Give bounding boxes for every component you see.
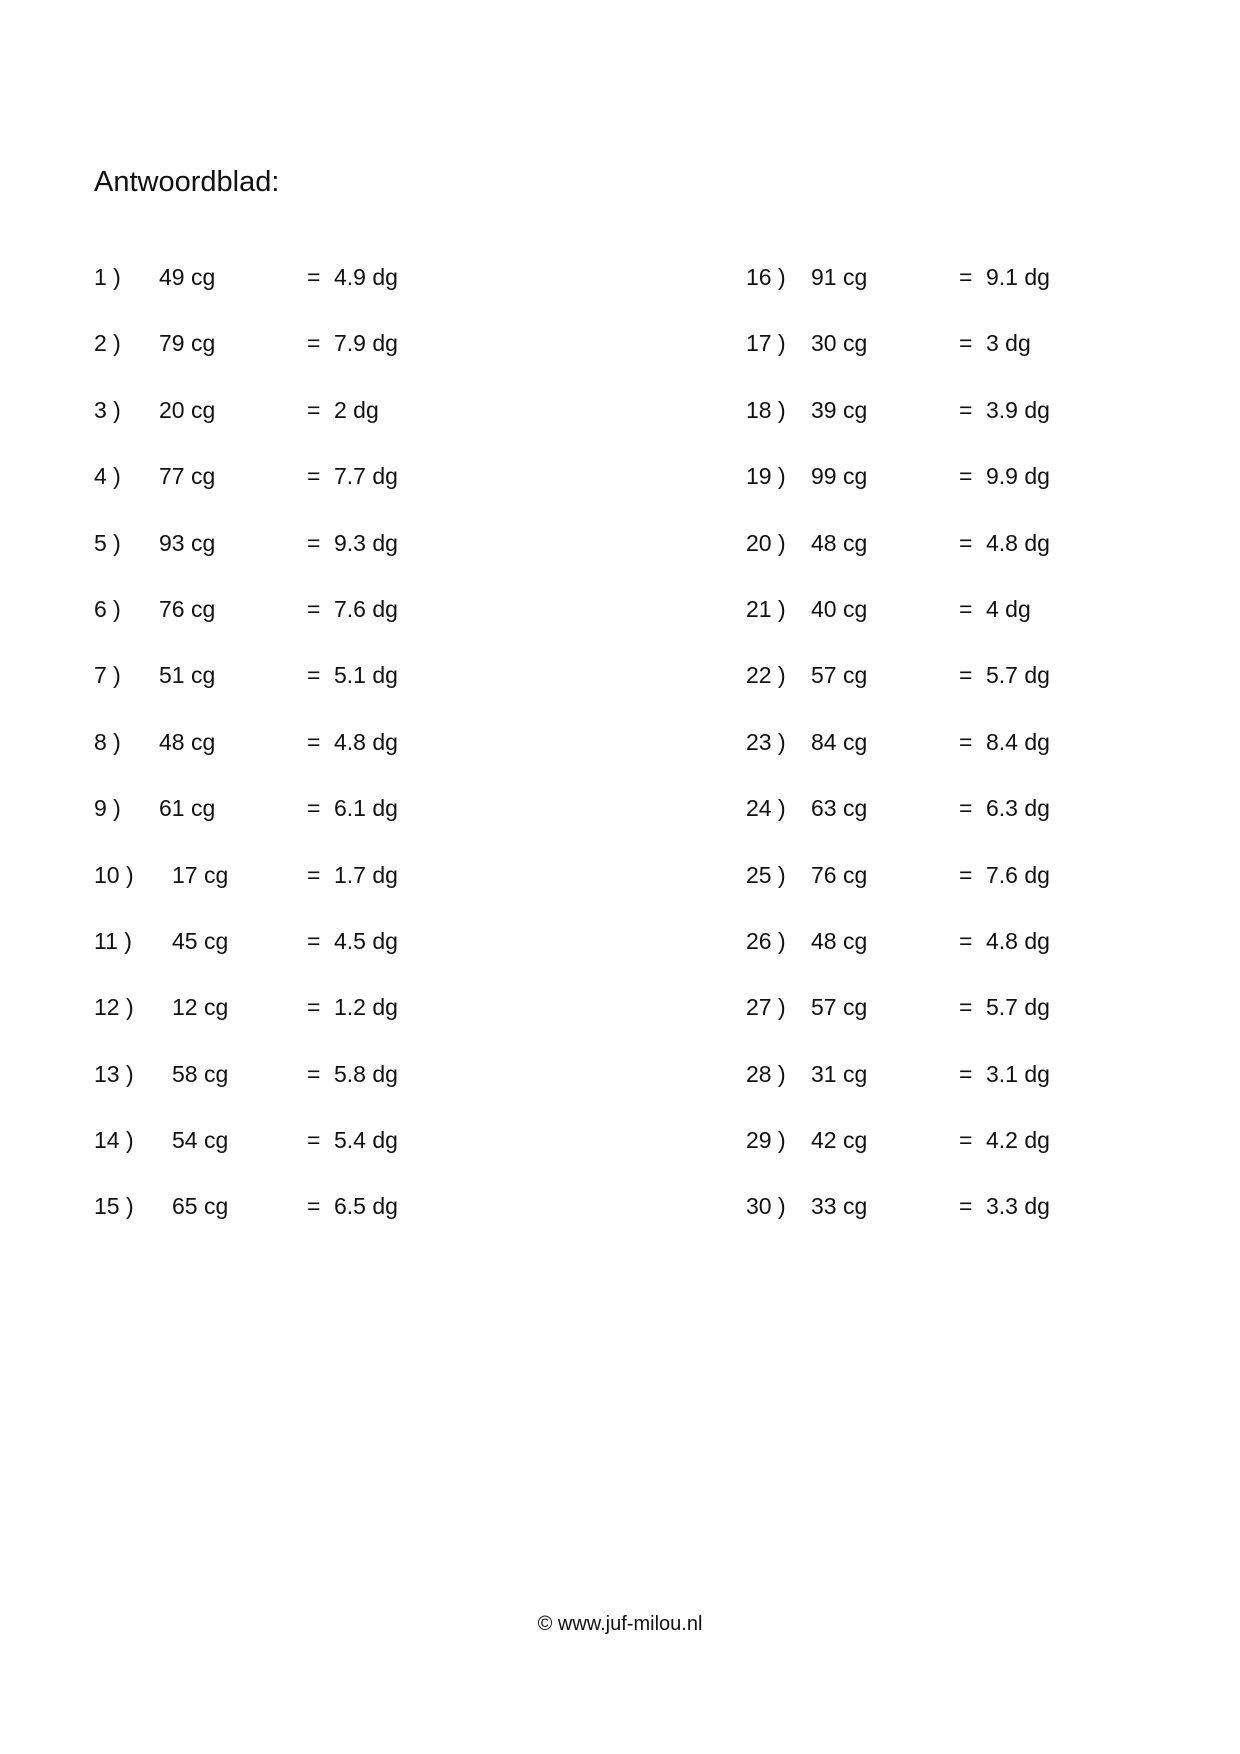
answer-question-value: 31 cg [811, 1060, 868, 1087]
equals-sign: = [307, 396, 321, 423]
answer-number: 13 ) [94, 1060, 134, 1087]
answer-number: 6 ) [94, 595, 121, 622]
answer-row [94, 596, 614, 662]
answer-row [94, 1193, 614, 1259]
answer-number: 26 ) [746, 927, 786, 954]
answer-number: 8 ) [94, 728, 121, 755]
answer-question-value: 93 cg [159, 529, 216, 556]
equals-sign: = [307, 1127, 321, 1154]
answer-question-value: 40 cg [811, 595, 868, 622]
answer-value: 5.7 dg [986, 662, 1050, 689]
answer-question-value: 76 cg [811, 861, 868, 888]
answer-question-value: 17 cg [172, 861, 229, 888]
answer-row [94, 530, 614, 596]
answer-question-value: 54 cg [172, 1127, 229, 1154]
equals-sign: = [307, 595, 321, 622]
answer-number: 30 ) [746, 1193, 786, 1220]
answer-number: 16 ) [746, 264, 786, 290]
answer-value: 9.1 dg [986, 264, 1050, 290]
answer-question-value: 76 cg [159, 595, 216, 622]
answer-row [746, 397, 1240, 463]
answer-value: 1.2 dg [334, 994, 398, 1021]
answer-number: 23 ) [746, 728, 786, 755]
answer-row [746, 1127, 1240, 1193]
answer-question-value: 51 cg [159, 662, 216, 689]
answer-row [94, 463, 614, 529]
equals-sign: = [307, 330, 321, 357]
equals-sign: = [307, 728, 321, 755]
answer-row [746, 530, 1240, 596]
answer-row [94, 1061, 614, 1127]
answer-value: 5.7 dg [986, 994, 1050, 1021]
equals-sign: = [959, 927, 973, 954]
answer-value: 9.9 dg [986, 463, 1050, 490]
equals-sign: = [959, 1193, 973, 1220]
answer-number: 27 ) [746, 994, 786, 1021]
answer-number: 17 ) [746, 330, 786, 357]
answer-question-value: 65 cg [172, 1193, 229, 1220]
answer-row [94, 795, 614, 861]
answer-column-left [94, 264, 614, 1260]
answer-question-value: 79 cg [159, 330, 216, 357]
equals-sign: = [307, 463, 321, 490]
answer-row [746, 795, 1240, 861]
equals-sign: = [307, 1193, 321, 1220]
answer-value: 3.1 dg [986, 1060, 1050, 1087]
answer-column-right [746, 264, 1240, 1260]
equals-sign: = [307, 1060, 321, 1087]
answer-question-value: 63 cg [811, 795, 868, 822]
answer-number: 2 ) [94, 330, 121, 357]
answer-question-value: 99 cg [811, 463, 868, 490]
answer-row [746, 1193, 1240, 1259]
answer-question-value: 77 cg [159, 463, 216, 490]
answer-number: 3 ) [94, 396, 121, 423]
answer-question-value: 48 cg [811, 529, 868, 556]
answer-value: 5.8 dg [334, 1060, 398, 1087]
equals-sign: = [307, 994, 321, 1021]
answer-number: 9 ) [94, 795, 121, 822]
equals-sign: = [959, 728, 973, 755]
answer-row [94, 1127, 614, 1193]
answer-number: 21 ) [746, 595, 786, 622]
equals-sign: = [959, 1060, 973, 1087]
equals-sign: = [307, 927, 321, 954]
answer-row [94, 729, 614, 795]
answer-number: 28 ) [746, 1060, 786, 1087]
equals-sign: = [959, 1127, 973, 1154]
answer-value: 3.3 dg [986, 1193, 1050, 1220]
page-title: Antwoordblad: [94, 166, 280, 198]
answer-question-value: 45 cg [172, 927, 229, 954]
answer-value: 4.9 dg [334, 264, 398, 290]
answer-value: 9.3 dg [334, 529, 398, 556]
equals-sign: = [959, 529, 973, 556]
answer-value: 6.1 dg [334, 795, 398, 822]
answer-number: 29 ) [746, 1127, 786, 1154]
answer-row [746, 596, 1240, 662]
answer-question-value: 49 cg [159, 264, 216, 290]
answer-value: 5.1 dg [334, 662, 398, 689]
answer-value: 3.9 dg [986, 396, 1050, 423]
copyright-footer: © www.juf-milou.nl [537, 1613, 703, 1635]
equals-sign: = [307, 264, 321, 290]
answer-number: 10 ) [94, 861, 134, 888]
answer-row [746, 928, 1240, 994]
equals-sign: = [959, 861, 973, 888]
answer-question-value: 20 cg [159, 396, 216, 423]
answer-question-value: 57 cg [811, 994, 868, 1021]
answer-number: 15 ) [94, 1193, 134, 1220]
answer-row [94, 862, 614, 928]
answer-value: 3 dg [986, 330, 1031, 357]
answer-value: 4.8 dg [986, 529, 1050, 556]
answer-row [94, 928, 614, 994]
answer-question-value: 12 cg [172, 994, 229, 1021]
equals-sign: = [959, 264, 973, 290]
answer-value: 7.7 dg [334, 463, 398, 490]
answer-value: 8.4 dg [986, 728, 1050, 755]
answer-value: 4.2 dg [986, 1127, 1050, 1154]
answer-row [746, 1061, 1240, 1127]
answer-question-value: 33 cg [811, 1193, 868, 1220]
equals-sign: = [959, 330, 973, 357]
answer-row [94, 397, 614, 463]
answer-question-value: 42 cg [811, 1127, 868, 1154]
answer-number: 14 ) [94, 1127, 134, 1154]
answer-value: 7.6 dg [986, 861, 1050, 888]
answer-value: 2 dg [334, 396, 379, 423]
equals-sign: = [307, 662, 321, 689]
answer-value: 7.6 dg [334, 595, 398, 622]
answer-question-value: 58 cg [172, 1060, 229, 1087]
answer-number: 24 ) [746, 795, 786, 822]
answer-row [94, 994, 614, 1060]
answer-row [746, 729, 1240, 795]
answer-value: 6.5 dg [334, 1193, 398, 1220]
answer-value: 5.4 dg [334, 1127, 398, 1154]
answer-row [94, 330, 614, 396]
answer-value: 7.9 dg [334, 330, 398, 357]
answer-question-value: 30 cg [811, 330, 868, 357]
answer-number: 22 ) [746, 662, 786, 689]
answer-question-value: 84 cg [811, 728, 868, 755]
answer-value: 4.8 dg [334, 728, 398, 755]
equals-sign: = [307, 529, 321, 556]
answer-number: 1 ) [94, 264, 121, 290]
answer-number: 5 ) [94, 529, 121, 556]
answer-number: 20 ) [746, 529, 786, 556]
answer-value: 4.8 dg [986, 927, 1050, 954]
equals-sign: = [959, 795, 973, 822]
equals-sign: = [959, 994, 973, 1021]
answer-row [94, 662, 614, 728]
answer-question-value: 48 cg [811, 927, 868, 954]
answer-value: 4.5 dg [334, 927, 398, 954]
answer-row [746, 264, 1240, 330]
answer-row [746, 862, 1240, 928]
answer-row [746, 994, 1240, 1060]
equals-sign: = [307, 861, 321, 888]
answer-question-value: 48 cg [159, 728, 216, 755]
answer-question-value: 91 cg [811, 264, 868, 290]
equals-sign: = [959, 662, 973, 689]
equals-sign: = [959, 463, 973, 490]
answer-number: 7 ) [94, 662, 121, 689]
answer-number: 18 ) [746, 396, 786, 423]
answer-number: 11 ) [94, 927, 132, 954]
answer-value: 6.3 dg [986, 795, 1050, 822]
answer-row [746, 330, 1240, 396]
answer-value: 4 dg [986, 595, 1031, 622]
answer-question-value: 39 cg [811, 396, 868, 423]
equals-sign: = [959, 396, 973, 423]
equals-sign: = [307, 795, 321, 822]
answer-value: 1.7 dg [334, 861, 398, 888]
answer-number: 25 ) [746, 861, 786, 888]
answer-number: 4 ) [94, 463, 121, 490]
answer-row [746, 463, 1240, 529]
answer-question-value: 57 cg [811, 662, 868, 689]
answer-row [94, 264, 614, 330]
answer-row [746, 662, 1240, 728]
answer-question-value: 61 cg [159, 795, 216, 822]
answer-number: 12 ) [94, 994, 134, 1021]
equals-sign: = [959, 595, 973, 622]
answer-number: 19 ) [746, 463, 786, 490]
